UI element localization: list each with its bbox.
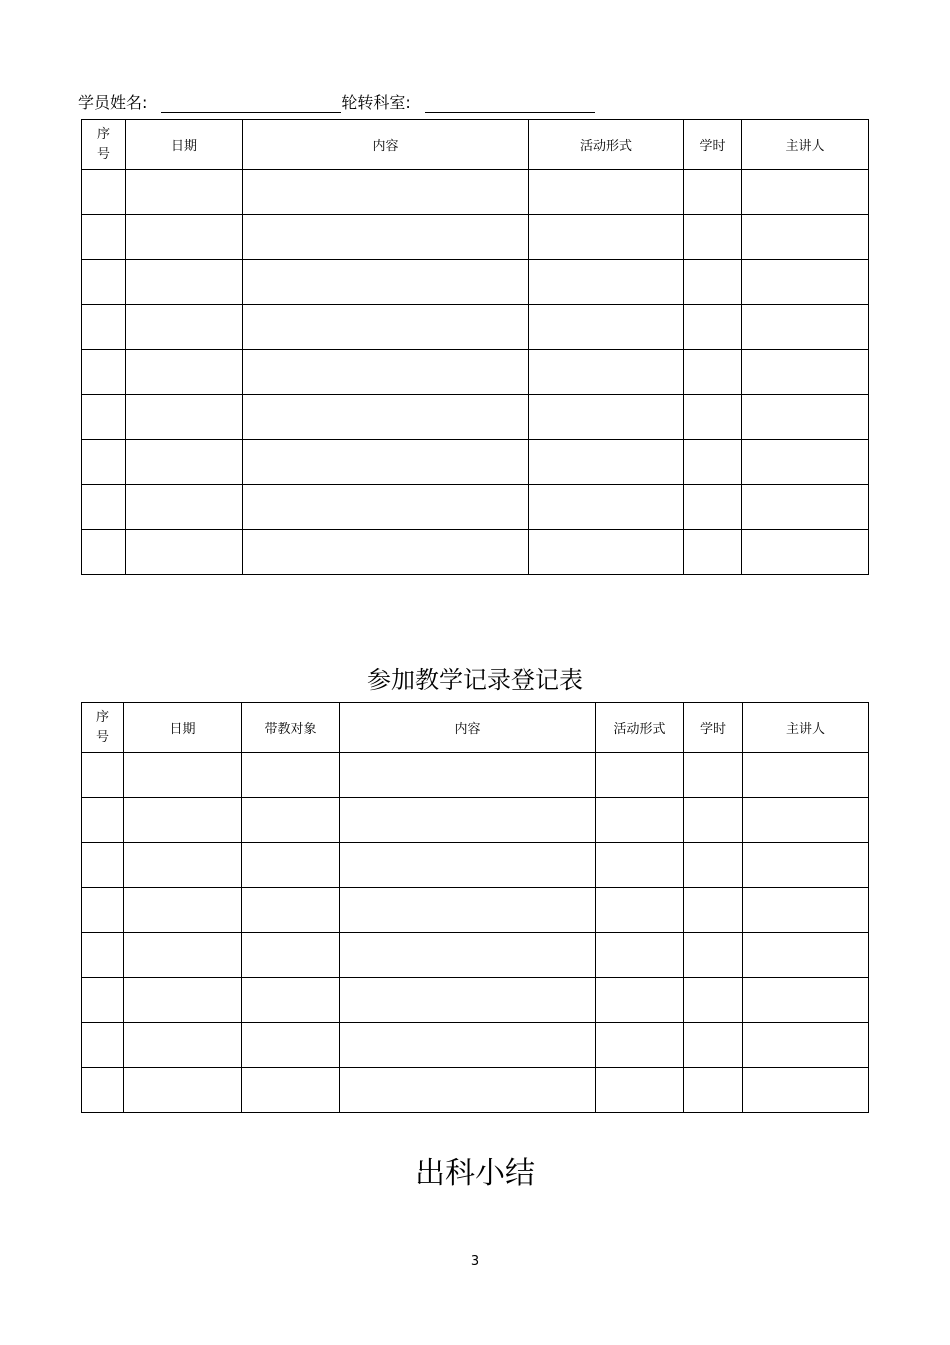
table-cell[interactable] [742, 440, 869, 485]
table-row [82, 1068, 869, 1113]
table-cell[interactable] [126, 215, 243, 260]
table-cell[interactable] [596, 933, 684, 978]
dept-field[interactable] [425, 92, 595, 113]
table-cell[interactable] [684, 260, 742, 305]
table-cell[interactable] [82, 170, 126, 215]
table-cell[interactable] [684, 1023, 743, 1068]
table-cell[interactable] [126, 305, 243, 350]
table-cell[interactable] [82, 1023, 124, 1068]
table-cell[interactable] [529, 170, 684, 215]
table-cell[interactable] [684, 530, 742, 575]
col-header-speaker: 主讲人 [743, 703, 869, 753]
table-cell[interactable] [529, 260, 684, 305]
table-cell[interactable] [529, 215, 684, 260]
table-cell[interactable] [684, 1068, 743, 1113]
table-cell[interactable] [242, 843, 340, 888]
table-cell[interactable] [82, 978, 124, 1023]
table-cell[interactable] [243, 215, 529, 260]
table-cell[interactable] [243, 485, 529, 530]
table-cell[interactable] [684, 753, 743, 798]
teaching-record-table [81, 702, 869, 1113]
table-cell[interactable] [243, 440, 529, 485]
table-cell[interactable] [742, 260, 869, 305]
table-cell[interactable] [742, 485, 869, 530]
table-cell[interactable] [529, 530, 684, 575]
table-cell[interactable] [124, 1068, 242, 1113]
table-cell[interactable] [529, 350, 684, 395]
table-cell[interactable] [243, 260, 529, 305]
table-cell[interactable] [529, 395, 684, 440]
col-header-index: 序号 [82, 120, 126, 170]
table-cell[interactable] [743, 978, 869, 1023]
table-cell[interactable] [340, 933, 596, 978]
table-cell[interactable] [126, 395, 243, 440]
summary-title: 出科小结 [415, 1156, 535, 1191]
table-cell[interactable] [82, 888, 124, 933]
table-cell[interactable] [82, 1068, 124, 1113]
table-cell[interactable] [82, 305, 126, 350]
teaching-activity-table [81, 119, 869, 575]
table-cell[interactable] [529, 305, 684, 350]
student-name-field[interactable] [161, 92, 341, 113]
table-cell[interactable] [242, 1023, 340, 1068]
table-cell[interactable] [596, 978, 684, 1023]
table-row [82, 933, 869, 978]
table-row [82, 753, 869, 798]
table-cell[interactable] [242, 1068, 340, 1113]
col-header-date: 日期 [126, 120, 243, 170]
table-cell[interactable] [684, 395, 742, 440]
table-cell[interactable] [124, 888, 242, 933]
page-number: 3 [470, 1254, 480, 1269]
table-cell[interactable] [243, 395, 529, 440]
table-header-row [82, 120, 869, 170]
table-row [82, 260, 869, 305]
dept-label: 轮转科室: [341, 93, 411, 112]
table-cell[interactable] [82, 933, 124, 978]
table-cell[interactable] [529, 485, 684, 530]
table-cell[interactable] [742, 305, 869, 350]
table-cell[interactable] [684, 440, 742, 485]
table-cell[interactable] [243, 305, 529, 350]
col-header-activity-form: 活动形式 [529, 120, 684, 170]
table-cell[interactable] [529, 440, 684, 485]
table-row [82, 485, 869, 530]
table-cell[interactable] [340, 1068, 596, 1113]
table-cell[interactable] [684, 350, 742, 395]
table-row [82, 440, 869, 485]
table-cell[interactable] [743, 1068, 869, 1113]
table-cell[interactable] [684, 170, 742, 215]
table-cell[interactable] [242, 888, 340, 933]
table-cell[interactable] [684, 798, 743, 843]
table-cell[interactable] [82, 798, 124, 843]
table-cell[interactable] [126, 260, 243, 305]
table-cell[interactable] [340, 978, 596, 1023]
table-cell[interactable] [126, 170, 243, 215]
table-cell[interactable] [82, 440, 126, 485]
table-cell[interactable] [242, 753, 340, 798]
col-header-speaker: 主讲人 [742, 120, 869, 170]
table-cell[interactable] [743, 888, 869, 933]
table-cell[interactable] [82, 753, 124, 798]
col-header-content: 内容 [243, 120, 529, 170]
table-cell[interactable] [742, 395, 869, 440]
table-cell[interactable] [743, 1023, 869, 1068]
table-cell[interactable] [340, 843, 596, 888]
table-cell[interactable] [743, 753, 869, 798]
table-cell[interactable] [742, 350, 869, 395]
table-cell[interactable] [684, 888, 743, 933]
table-cell[interactable] [742, 215, 869, 260]
table-row [82, 215, 869, 260]
table-cell[interactable] [684, 215, 742, 260]
table-cell[interactable] [243, 170, 529, 215]
table-header-row [82, 703, 869, 753]
table-row [82, 1023, 869, 1068]
table-cell[interactable] [126, 440, 243, 485]
col-header-hours: 学时 [684, 120, 742, 170]
col-header-content: 内容 [340, 703, 596, 753]
table-cell[interactable] [243, 530, 529, 575]
table-cell[interactable] [242, 798, 340, 843]
table-cell[interactable] [596, 843, 684, 888]
table-cell[interactable] [596, 1023, 684, 1068]
table-cell[interactable] [340, 888, 596, 933]
table-row [82, 888, 869, 933]
table-cell[interactable] [684, 305, 742, 350]
table-row [82, 843, 869, 888]
table-row [82, 978, 869, 1023]
table-cell[interactable] [124, 798, 242, 843]
table-row [82, 170, 869, 215]
table-cell[interactable] [82, 843, 124, 888]
table-cell[interactable] [596, 753, 684, 798]
table-cell[interactable] [742, 170, 869, 215]
table-cell[interactable] [126, 485, 243, 530]
table-cell[interactable] [82, 395, 126, 440]
col-header-activity-form: 活动形式 [596, 703, 684, 753]
table-cell[interactable] [124, 978, 242, 1023]
table-cell[interactable] [242, 978, 340, 1023]
table-cell[interactable] [340, 798, 596, 843]
student-info-line [78, 90, 595, 113]
table-cell[interactable] [340, 753, 596, 798]
table-cell[interactable] [82, 350, 126, 395]
table-cell[interactable] [126, 530, 243, 575]
table-cell[interactable] [243, 350, 529, 395]
table-cell[interactable] [743, 843, 869, 888]
student-name-label: 学员姓名: [78, 93, 148, 112]
table-cell[interactable] [596, 888, 684, 933]
table-cell[interactable] [82, 215, 126, 260]
table-row [82, 395, 869, 440]
table-cell[interactable] [684, 978, 743, 1023]
col-header-teaching-target: 带教对象 [242, 703, 340, 753]
col-header-date: 日期 [124, 703, 242, 753]
table-cell[interactable] [126, 350, 243, 395]
table-cell[interactable] [124, 843, 242, 888]
table-cell[interactable] [684, 933, 743, 978]
table-row [82, 798, 869, 843]
table-cell[interactable] [124, 933, 242, 978]
col-header-index: 序号 [82, 703, 124, 753]
col-header-hours: 学时 [684, 703, 743, 753]
table-cell[interactable] [743, 933, 869, 978]
teaching-record-title: 参加教学记录登记表 [367, 666, 583, 694]
table-row [82, 305, 869, 350]
table-cell[interactable] [684, 485, 742, 530]
table-cell[interactable] [340, 1023, 596, 1068]
table-cell[interactable] [124, 1023, 242, 1068]
table-cell[interactable] [242, 933, 340, 978]
table-cell[interactable] [596, 1068, 684, 1113]
table-cell[interactable] [684, 843, 743, 888]
table-cell[interactable] [742, 530, 869, 575]
table-row [82, 530, 869, 575]
table-cell[interactable] [124, 753, 242, 798]
table-cell[interactable] [82, 530, 126, 575]
table-row [82, 350, 869, 395]
table-cell[interactable] [82, 485, 126, 530]
table-cell[interactable] [596, 798, 684, 843]
table-cell[interactable] [82, 260, 126, 305]
table-cell[interactable] [743, 798, 869, 843]
